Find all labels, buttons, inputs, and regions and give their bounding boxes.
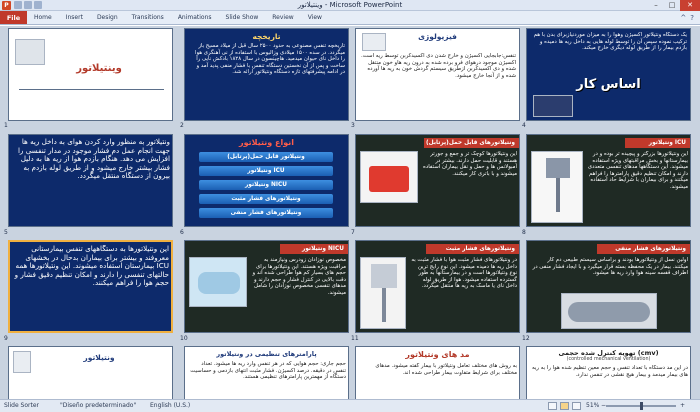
slide-title: تهویه کنترل شده حجمی (cmv) bbox=[558, 349, 659, 357]
slide-body: در این مد دستگاه با تعداد تنفس و حجم معین تنظیم شده هوا را به ریه های بیمار میدمد و بیمار هیچ نقشی در تنفس ندارد. bbox=[532, 365, 688, 378]
slide-body: حجم جاری: حجم هوایی که در هر تنفس وارد ریه ها میشود. تعداد تنفس در دقیقه. درصد اکسیژن. فشار مثبت انتهای بازدمی و حساسیت دستگاه از مهمترین پارامترهای تنظیمی هستند. bbox=[190, 361, 346, 381]
list-item: ونتیلاتورهای فشار منفی bbox=[199, 208, 333, 218]
tab-review[interactable]: Review bbox=[272, 14, 294, 21]
title-bar bbox=[0, 0, 700, 11]
slide-number: 3 bbox=[351, 122, 355, 129]
decorative-image bbox=[533, 95, 573, 117]
iron-lung-icon bbox=[568, 302, 650, 322]
status-language[interactable]: English (U.S.) bbox=[150, 402, 191, 409]
zoom-out-button[interactable]: − bbox=[601, 402, 607, 409]
slide-thumbnail-7[interactable] bbox=[355, 134, 520, 227]
slide-number: 4 bbox=[522, 122, 526, 129]
slide-header: ونتیلاتور NICU bbox=[280, 244, 348, 254]
tab-insert[interactable]: Insert bbox=[65, 14, 83, 21]
slide-thumbnail-1[interactable] bbox=[8, 28, 173, 121]
slide-thumbnail-3[interactable] bbox=[355, 28, 520, 121]
slide-number: 2 bbox=[180, 122, 184, 129]
list-item: ونتیلاتور قابل حمل(پرتابل) bbox=[199, 152, 333, 162]
slide-thumbnail-10[interactable] bbox=[184, 240, 349, 333]
stand-icon bbox=[556, 178, 560, 212]
zoom-percentage[interactable]: 51% bbox=[586, 402, 600, 409]
portable-ventilator-icon bbox=[369, 166, 409, 192]
slide-body: مخصوص نوزادان زودرس ونیازمند به مراقبت ویژه هستند. این ونتیلاتورها برای حجم های بسیار کم هوا طراحی شده اند و دقت بالایی در کنترل فشار و حجم دارند و مدهای تنفسی مخصوص نوزادان را شامل میشوند. bbox=[252, 257, 346, 296]
powerpoint-app-icon[interactable]: P bbox=[2, 1, 11, 10]
positive-pressure-ventilator-icon bbox=[371, 264, 397, 288]
status-view: Slide Sorter bbox=[4, 402, 40, 409]
slide-body: این ونتیلاتورها به دستگاههای تنفس بیمارستانی معروفند و بیشتر برای بیماران بدحال در بخشهای ICU بیمارستان استفاده میشوند. این ونتیلاتورها همه حالتهای تنفسی را دارند و امکان تنظیم دقیق فشار و حجم هوا را فراهم میکنند. bbox=[14, 245, 169, 288]
tab-animations[interactable]: Animations bbox=[177, 14, 212, 21]
slide-number: 10 bbox=[180, 335, 188, 342]
status-bar bbox=[0, 399, 700, 412]
minimize-ribbon-icon[interactable]: ^ bbox=[680, 13, 687, 22]
slide-thumbnail-5[interactable] bbox=[8, 134, 173, 227]
slide-thumbnail-12[interactable] bbox=[526, 240, 691, 333]
slide-thumbnail-11[interactable] bbox=[355, 240, 520, 333]
list-item: ونتیلاتور NICU bbox=[199, 180, 333, 190]
slide-sorter-pane[interactable] bbox=[0, 26, 700, 399]
device-image bbox=[360, 257, 406, 329]
slide-title: مد های ونتیلاتور bbox=[405, 350, 470, 359]
icu-ventilator-icon bbox=[546, 158, 570, 178]
slide-body: یک دستگاه ونتیلاتور اکسیژن وهوا را به میزان موردنیازبرای بدن با هم ترکیب نموده سپس آن را توسط لوله هایی به داخل ریه ها دمیده و بازدم بیمار را از طریق لوله دیگری خارج میکند. bbox=[533, 32, 687, 52]
maximize-button[interactable]: □ bbox=[668, 1, 676, 9]
device-image bbox=[531, 151, 583, 223]
slide-number: 1 bbox=[4, 122, 8, 129]
reading-view-button[interactable] bbox=[572, 402, 581, 410]
slide-body: اولین نسل از ونتیلاتورها بودند و براساس سیستم طبیعی دم کار میکنند. بیمار در یک محفظه بسته قرار میگیرد و با ایجاد فشار منفی در اطراف قفسه سینه هوا وارد ریه ها میشود. bbox=[532, 257, 688, 277]
slide-number: 9 bbox=[4, 335, 8, 342]
zoom-slider[interactable] bbox=[606, 405, 676, 407]
zoom-slider-thumb[interactable] bbox=[640, 402, 643, 410]
slide-title: تاریخچه bbox=[252, 32, 281, 41]
zoom-in-button[interactable]: + bbox=[680, 402, 686, 409]
decorative-image bbox=[362, 33, 386, 51]
slide-number: 12 bbox=[522, 335, 530, 342]
slide-header: ونتیلاتورهای قابل حمل(پرتابل) bbox=[424, 138, 519, 148]
list-item: ونتیلاتور ICU bbox=[199, 166, 333, 176]
slide-number: 6 bbox=[180, 229, 184, 236]
slide-thumbnail-4[interactable] bbox=[526, 28, 691, 121]
slide-body: تاریخچه تنفس مصنوعی به حدود ۲۵۰۰ سال قبل از میلاد مسیح باز میگردد. در سده ۱۵۰۰ میلادی وزالیوس با استفاده از نی آهنگری هوا را داخل نای حیوان میدمید. هاچینسون در سال ۱۸۲۸ بادکش نایی را ساخت و پس از آن نخستین دستگاه تنفس با فشار منفی پدید آمد و در ادامه پیشرفتهای تازه دستگاه ونتیلاتور ارائه شد. bbox=[194, 43, 345, 76]
ribbon-tabs bbox=[0, 11, 700, 25]
slide-title: پارامترهای تنظیمی در ونتیلاتور bbox=[216, 350, 317, 358]
slide-header: ونتیلاتور ICU bbox=[625, 138, 690, 148]
slide-title: وینتیلاتور bbox=[76, 63, 122, 74]
tab-transitions[interactable]: Transitions bbox=[131, 14, 164, 21]
slide-thumbnail-2[interactable] bbox=[184, 28, 349, 121]
slide-thumbnail-6[interactable] bbox=[184, 134, 349, 227]
slide-title: ونتیلاتور bbox=[83, 353, 115, 362]
slide-body: در ونتیلاتورهای فشار مثبت هوا با فشار مثبت به داخل ریه ها دمیده میشود. این نوع رایج ترین نوع ونتیلاتورها است و در بیمارستانها به طور گسترده استفاده میشود. هوا از طریق لوله داخل نای یا ماسک به ریه ها منتقل میگردد. bbox=[411, 257, 517, 290]
slide-number: 7 bbox=[351, 229, 355, 236]
slide-body: این ونتیلاتورها کوچک تر و جمع و جورتر هستند و قابلیت حمل دارند. بیشتر در آمبولانس ها و حمل و نقل بیماران استفاده میشوند و با باتری کار میکنند. bbox=[423, 151, 517, 177]
decorative-image bbox=[15, 39, 45, 65]
tab-home[interactable]: Home bbox=[34, 14, 52, 21]
slide-body: تنفس:جابجایی اکسیژن و خارج شدن دی اکسیدکربن توسط ریه است. اکسیژن موجود درهوای فرو برده شده به درون ریه هاو خون منتقل شده و دی اکسیدکربن ازطریق سیستم گردش خون به ریه ها آورده شده و از آنجا خارج میشود. bbox=[361, 53, 516, 79]
slide-body: ونتیلاتور به منظور وارد کردن هوای به داخل ریه ها جهت انجام عمل دم فشار موجود در مدار تنفسی را افزایش می دهد. هنگام بازدم هوا از ریه ها به دلیل فشار بیشتر خارج میشود و از طریق لوله بازدم به بیرون از دستگاه منتقل میگردد. bbox=[17, 138, 170, 181]
close-button[interactable]: ✕ bbox=[680, 0, 700, 11]
slide-title: فیزیولوژی bbox=[418, 32, 457, 41]
slide-number: 8 bbox=[522, 229, 526, 236]
slide-thumbnail-9-selected[interactable] bbox=[8, 240, 173, 333]
decorative-image bbox=[13, 351, 31, 373]
divider bbox=[19, 89, 164, 90]
tab-design[interactable]: Design bbox=[96, 14, 118, 21]
slide-number: 5 bbox=[4, 229, 8, 236]
tab-file[interactable]: File bbox=[0, 11, 27, 24]
stand-icon bbox=[382, 288, 386, 322]
tab-slide-show[interactable]: Slide Show bbox=[225, 14, 259, 21]
slide-header: ونتیلاتورهای فشار منفی bbox=[597, 244, 690, 254]
status-theme: "Diseño predeterminado" bbox=[60, 402, 137, 409]
normal-view-button[interactable] bbox=[548, 402, 557, 410]
tab-view[interactable]: View bbox=[307, 14, 322, 21]
nicu-incubator-icon bbox=[198, 272, 240, 294]
slide-body: به روش های مختلف تعامل ونتیلاتور با بیمار گفته میشود. مدهای مختلف برای شرایط متفاوت بیمار طراحی شده اند. bbox=[375, 363, 517, 376]
device-image bbox=[360, 151, 418, 203]
slide-number: 11 bbox=[351, 335, 359, 342]
window-controls bbox=[648, 0, 700, 11]
device-image bbox=[189, 257, 247, 307]
slide-thumbnail-8[interactable] bbox=[526, 134, 691, 227]
list-item: ونتیلاتورهای فشار مثبت bbox=[199, 194, 333, 204]
slide-subtitle: (controlled mechanical ventilation) bbox=[566, 357, 651, 362]
help-icon[interactable]: ? bbox=[690, 13, 694, 22]
window-title: وینتیلاتور - Microsoft PowerPoint bbox=[297, 1, 403, 9]
minimize-button[interactable]: – bbox=[654, 1, 658, 9]
slide-sorter-view-button[interactable] bbox=[560, 402, 569, 410]
slide-header: ونتیلاتورهای فشار مثبت bbox=[426, 244, 519, 254]
slide-body: این ونتیلاتورها بزرگتر و پیچیده تر بوده و در بیمارستانها و بخش مراقبتهای ویژه استفاده میشوند. این دستگاهها مدهای تنفسی متعددی دارند و امکان تنظیم دقیق پارامترها را فراهم میکنند و برای بیماران با شرایط حاد استفاده میشوند. bbox=[587, 151, 688, 190]
device-image bbox=[561, 293, 657, 329]
slide-title: انواع ونتیلاتور bbox=[239, 138, 294, 147]
slide-title: اساس کار bbox=[576, 77, 641, 92]
ribbon-right-controls bbox=[680, 11, 700, 24]
